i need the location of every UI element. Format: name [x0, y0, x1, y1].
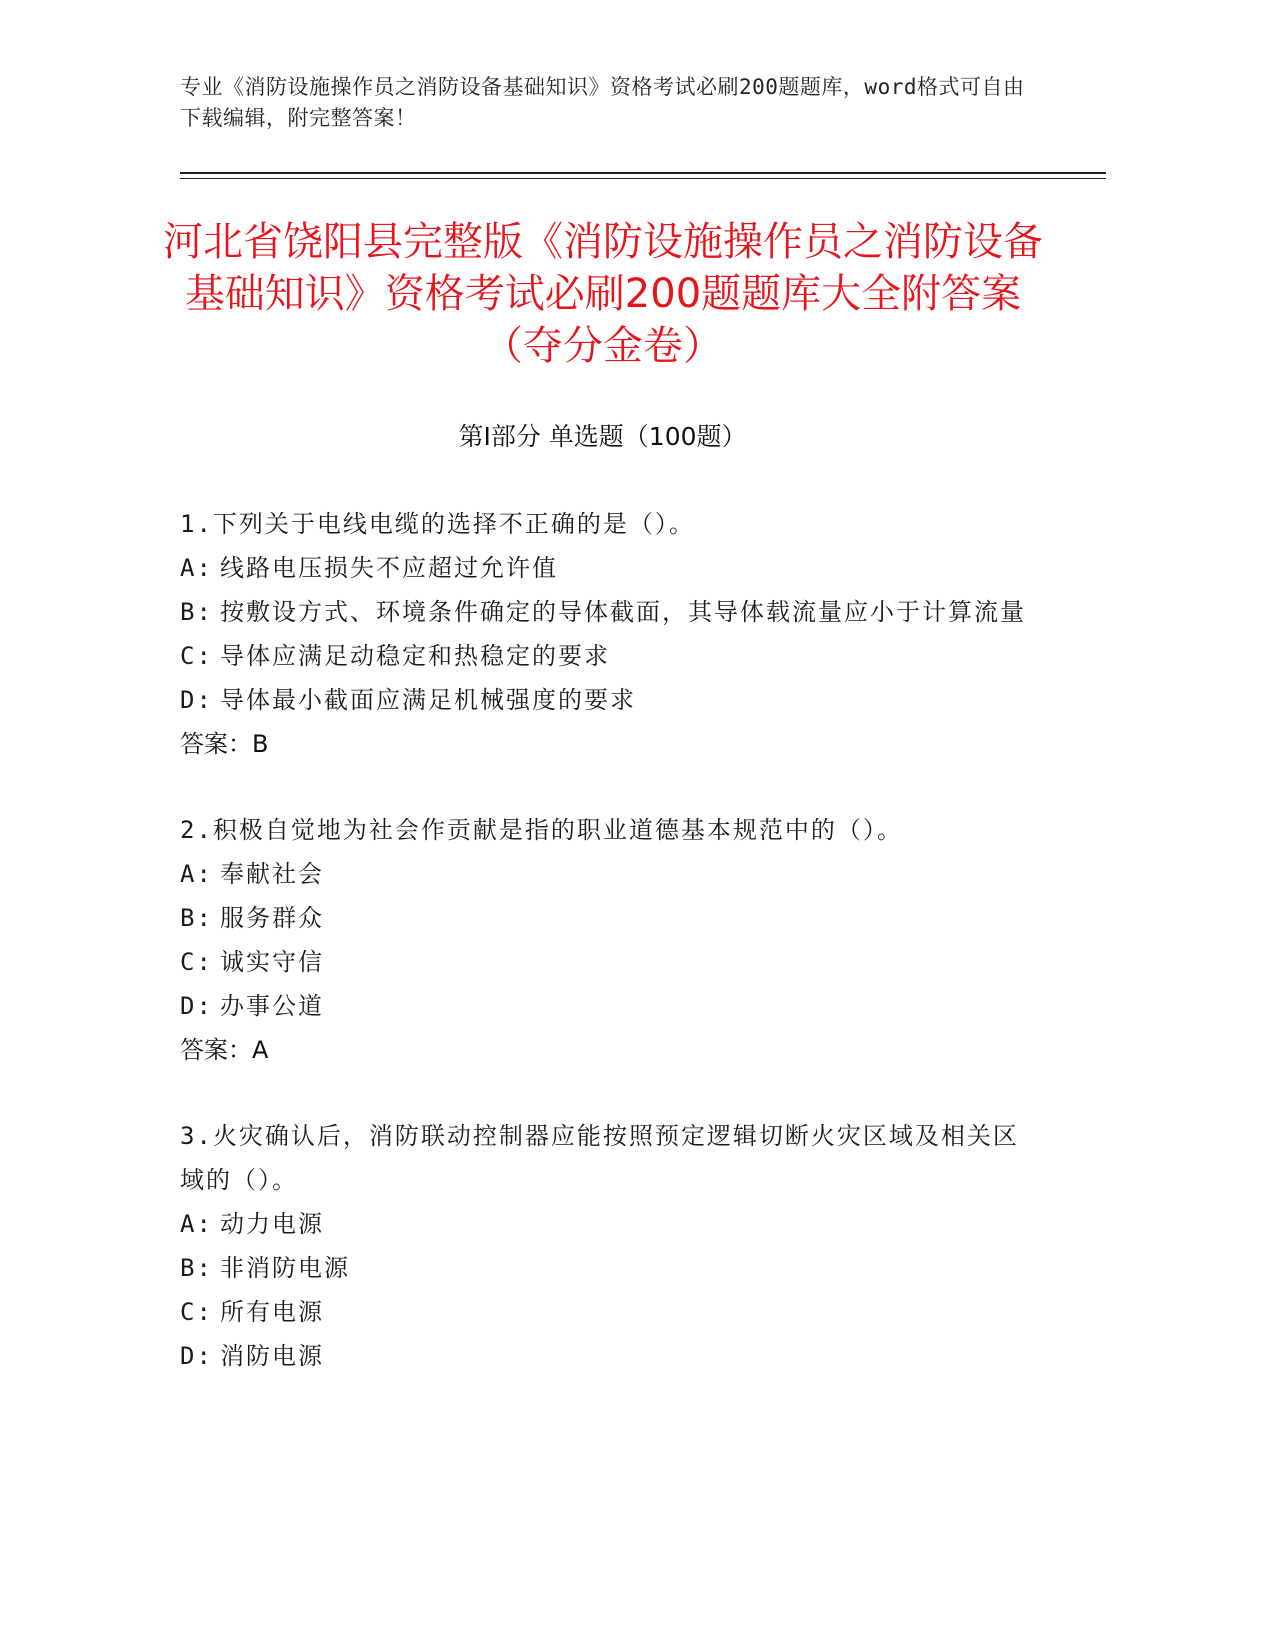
question-stem: 1.下列关于电线电缆的选择不正确的是（）。 — [180, 510, 695, 538]
option-a — [180, 546, 1030, 590]
section-title: 第I部分 单选题（100题） — [458, 422, 747, 451]
option-c — [180, 1290, 1030, 1334]
option-text: 按敷设方式、环境条件确定的导体截面，其导体载流量应小于计算流量 — [220, 598, 1026, 626]
option-key: B: — [180, 1254, 213, 1282]
document-title: 河北省饶阳县完整版《消防设施操作员之消防设备基础知识》资格考试必刷200题题库大全附答案（夺分金卷） — [163, 219, 1043, 369]
option-key: D: — [180, 992, 213, 1020]
question-list — [180, 502, 1030, 1420]
header-rule-thick — [180, 172, 1106, 174]
option-d — [180, 678, 1030, 722]
question-stem: 2.积极自觉地为社会作贡献是指的职业道德基本规范中的（）。 — [180, 816, 903, 844]
option-text: 非消防电源 — [220, 1254, 350, 1282]
option-key: A: — [180, 554, 213, 582]
answer: 答案：A — [180, 1036, 269, 1064]
option-d — [180, 984, 1030, 1028]
option-text: 消防电源 — [220, 1342, 324, 1370]
option-text: 服务群众 — [220, 904, 324, 932]
option-key: C: — [180, 1298, 213, 1326]
header-note: 专业《消防设施操作员之消防设备基础知识》资格考试必刷200题题库，word格式可自由下载编辑，附完整答案！ — [180, 75, 1025, 130]
option-text: 诚实守信 — [220, 948, 324, 976]
question-3 — [180, 1114, 1030, 1378]
option-key: B: — [180, 904, 213, 932]
option-text: 奉献社会 — [220, 860, 324, 888]
question-2 — [180, 808, 1030, 1072]
option-text: 导体最小截面应满足机械强度的要求 — [220, 686, 636, 714]
option-key: A: — [180, 1210, 213, 1238]
option-key: C: — [180, 642, 213, 670]
option-a — [180, 852, 1030, 896]
option-key: D: — [180, 686, 213, 714]
question-1 — [180, 502, 1030, 766]
option-text: 动力电源 — [220, 1210, 324, 1238]
answer: 答案：B — [180, 730, 269, 758]
option-key: C: — [180, 948, 213, 976]
header-rule-thin — [180, 178, 1106, 179]
option-text: 线路电压损失不应超过允许值 — [220, 554, 558, 582]
option-c — [180, 634, 1030, 678]
option-c — [180, 940, 1030, 984]
option-b — [180, 590, 1030, 634]
option-key: D: — [180, 1342, 213, 1370]
option-key: B: — [180, 598, 213, 626]
option-text: 所有电源 — [220, 1298, 324, 1326]
option-text: 导体应满足动稳定和热稳定的要求 — [220, 642, 610, 670]
option-d — [180, 1334, 1030, 1378]
option-text: 办事公道 — [220, 992, 324, 1020]
option-b — [180, 1246, 1030, 1290]
option-key: A: — [180, 860, 213, 888]
option-a — [180, 1202, 1030, 1246]
option-b — [180, 896, 1030, 940]
question-stem: 3.火灾确认后，消防联动控制器应能按照预定逻辑切断火灾区域及相关区域的（）。 — [180, 1122, 1019, 1194]
